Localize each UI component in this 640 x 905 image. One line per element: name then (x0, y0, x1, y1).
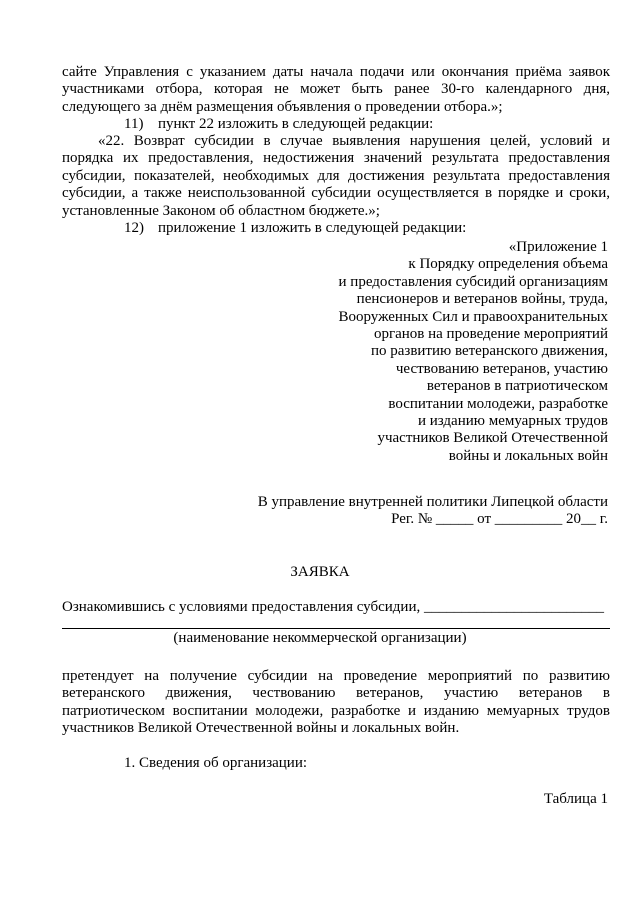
addressee-line: В управление внутренней политики Липецкой области (257, 494, 608, 510)
appendix-line: участников Великой Отечественной (377, 430, 608, 447)
document-title: ЗАЯВКА (290, 564, 350, 580)
appendix-line: ветеранов в патриотическом (426, 378, 608, 395)
text-line: патриотическом воспитании молодежи, разработке и изданию мемуарных трудов (62, 702, 610, 719)
paragraph-22 (62, 133, 610, 220)
list-item-text: пункт 22 изложить в следующей редакции: (158, 116, 434, 132)
text-line: следующего за днём размещения объявления о проведении отбора.»; (62, 98, 503, 115)
appendix-line: войны и локальных войн (448, 447, 608, 464)
text-line: претендует на получение субсидии на проведение мероприятий по развитию (62, 668, 610, 684)
text-line: ветеранского движения, чествованию ветеранов, участию ветеранов в (62, 685, 610, 702)
text-line: «22. Возврат субсидии в случае выявления нарушения целей, условий и (98, 133, 610, 149)
list-item-number: 11) (124, 116, 144, 132)
appendix-line: чествованию ветеранов, участию (395, 360, 608, 377)
appendix-header (288, 239, 608, 465)
addressee-block (188, 494, 608, 529)
section-1-label: 1. Сведения об организации: (124, 755, 308, 771)
list-item-text: приложение 1 изложить в следующей редакции: (158, 220, 467, 236)
section-heading (62, 755, 610, 772)
list-item-11 (62, 116, 610, 133)
text-line: участников Великой Отечественной войны и локальных войн. (62, 720, 460, 737)
paragraph-continuation (62, 64, 610, 116)
list-item-number: 12) (124, 220, 144, 236)
list-item-12 (62, 220, 610, 237)
list-item-line (62, 116, 610, 133)
table-label: Таблица 1 (543, 791, 608, 807)
paragraph-claim (62, 668, 610, 738)
text-line: субсидии, а также неиспользованной субсидии осуществляется в порядке и сроки, (62, 185, 610, 202)
appendix-line: Вооруженных Сил и правоохранительных (338, 308, 608, 325)
text-line: порядка их предоставления, недостижения значений результата предоставления (62, 150, 610, 167)
registration-line: Рег. № _____ от _________ 20__ г. (391, 511, 608, 528)
text-line: участниками отбора, которая не может быть ранее 30-го календарного дня, (62, 81, 610, 98)
fill-in-underline (62, 614, 610, 629)
list-item-line (62, 220, 610, 237)
intro-line: Ознакомившись с условиями предоставления субсидии, ________________________ (62, 599, 604, 615)
appendix-line: к Порядку определения объема (408, 256, 608, 273)
caption-org-name: (наименование некоммерческой организации) (173, 630, 467, 646)
appendix-line: органов на проведение мероприятий (373, 326, 608, 343)
text-line: субсидии, показателей, необходимых для достижения результата предоставления (62, 167, 610, 184)
appendix-line: пенсионеров и ветеранов войны, труда, (356, 291, 608, 308)
appendix-line: воспитании молодежи, разработке (388, 395, 608, 412)
appendix-line: и предоставления субсидий организациям (338, 273, 608, 290)
appendix-line: по развитию ветеранского движения, (370, 343, 608, 360)
appendix-line: «Приложение 1 (508, 239, 608, 255)
text-line: установленные Законом об областном бюджете.»; (62, 202, 380, 219)
text-line: сайте Управления с указанием даты начала подачи или окончания приёма заявок (62, 64, 610, 80)
appendix-line: и изданию мемуарных трудов (417, 413, 608, 430)
